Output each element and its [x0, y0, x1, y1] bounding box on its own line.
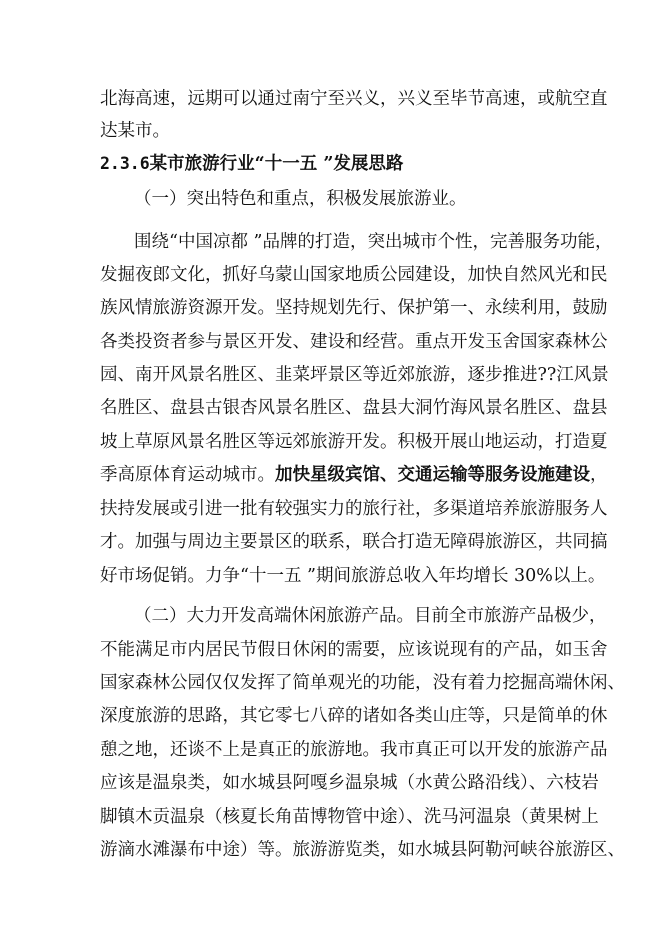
paragraph-line: 北海高速，远期可以通过南宁至兴义，兴义至毕节高速，或航空直: [100, 89, 608, 109]
paragraph-line: 憩之地，还谈不上是真正的旅游地。我市真正可以开发的旅游产品: [100, 740, 608, 760]
paragraph-line: 坡上草原风景名胜区等远郊旅游开发。积极开展山地运动，打造夏: [100, 432, 608, 452]
subsection-title: （一）突出特色和重点，积极发展旅游业。: [134, 189, 467, 209]
paragraph-line: 游滴水滩瀑布中途）等。旅游游览类，如水城县阿勒河峡谷旅游区、: [100, 840, 625, 860]
paragraph-line: 各类投资者参与景区开发、建设和经营。重点开发玉舍国家森林公: [100, 332, 608, 352]
paragraph-line: 扶持发展或引进一批有较强实力的旅行社，多渠道培养旅游服务人: [100, 499, 608, 519]
paragraph-line: 达某市。: [100, 121, 170, 141]
paragraph-line: 名胜区、盘县古银杏风景名胜区、盘县大洞竹海风景名胜区、盘县: [100, 398, 608, 418]
bold-text: 加快星级宾馆、交通运输等服务设施建设: [275, 465, 590, 485]
section-number: 2.3.6: [100, 154, 150, 173]
section-heading: [100, 149, 403, 179]
paragraph-line: 深度旅游的思路，其它零七八碎的诸如各类山庄等，只是简单的休: [100, 706, 608, 726]
paragraph-line-mixed: [100, 460, 608, 490]
subsection-first-line: （二）大力开发高端休闲旅游产品。目前全市旅游产品极少，: [134, 606, 607, 626]
paragraph-line: 国家森林公园仅仅发挥了简单观光的功能，没有着力挖掘高端休闲、: [100, 673, 625, 693]
plain-text: 季高原体育运动城市。: [100, 465, 275, 485]
paragraph-line: 族风情旅游资源开发。坚持规划先行、保护第一、永续利用，鼓励: [100, 298, 608, 318]
section-title: 某市旅游行业“十一五 ”发展思路: [149, 154, 404, 174]
plain-text: ，: [590, 465, 608, 485]
paragraph-line: 才。加强与周边主要景区的联系，联合打造无障碍旅游区，共同搞: [100, 532, 608, 552]
paragraph-line: 脚镇木贡温泉（核夏长角苗博物管中途）、洗马河温泉（黄果树上: [100, 807, 599, 827]
paragraph-line: 发掘夜郎文化，抓好乌蒙山国家地质公园建设，加快自然风光和民: [100, 265, 608, 285]
paragraph-line: 园、南开风景名胜区、韭菜坪景区等近郊旅游，逐步推进??江风景: [100, 365, 609, 385]
paragraph-line: 不能满足市内居民节假日休闲的需要，应该说现有的产品，如玉舍: [100, 640, 608, 660]
paragraph-line: 好市场促销。力争“十一五 ”期间旅游总收入年均增长 30%以上。: [100, 566, 606, 586]
paragraph-line: 围绕“中国凉都 ”品牌的打造，突出城市个性，完善服务功能，: [134, 232, 613, 252]
paragraph-line: 应该是温泉类，如水城县阿嘎乡温泉城（水黄公路沿线）、六枝岩: [100, 773, 599, 793]
